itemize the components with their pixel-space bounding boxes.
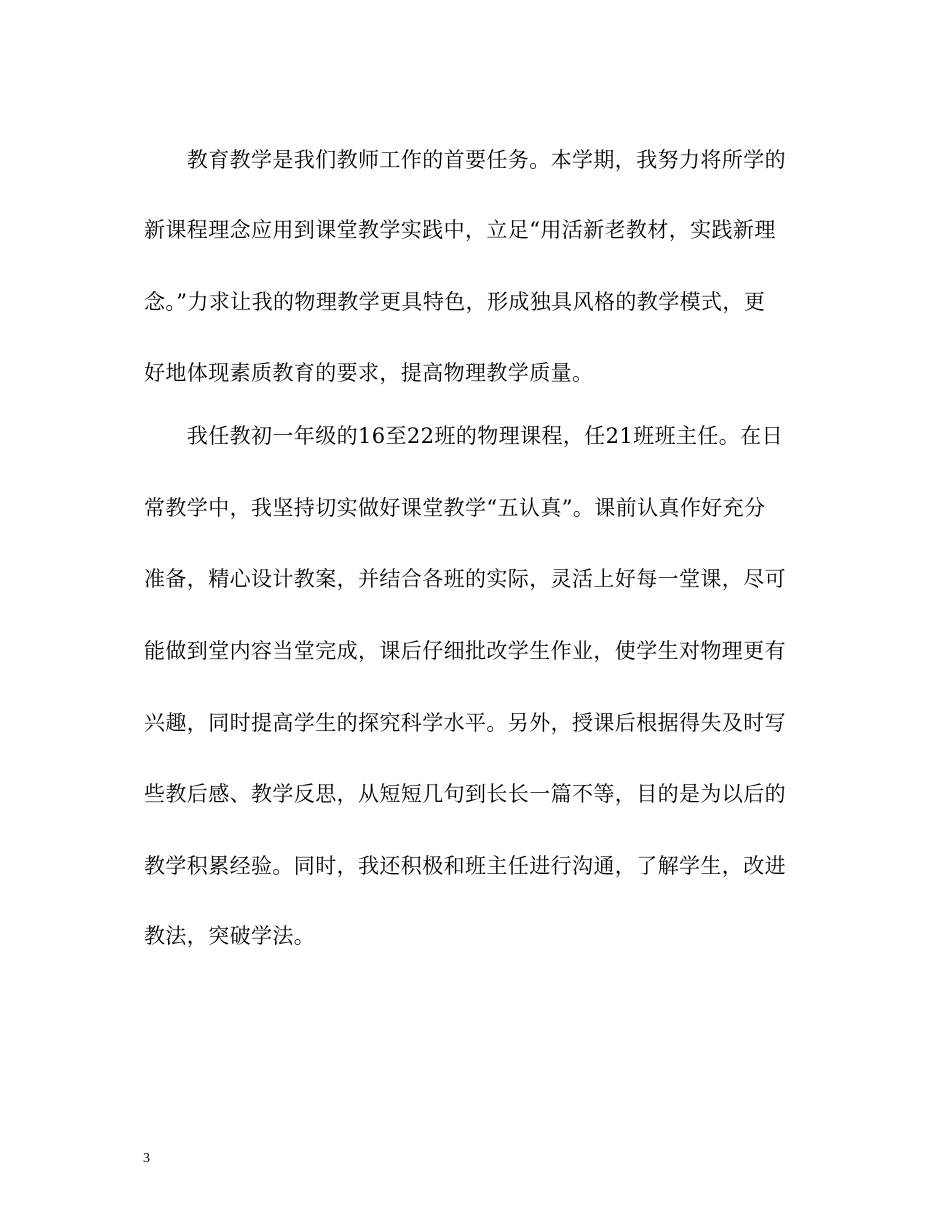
paragraph-2-line-1: 我任教初一年级的16至22班的物理课程，任21班班主任。在日	[144, 424, 783, 448]
paragraph-1-line-3: 念。”力求让我的物理教学更具特色，形成独具风格的教学模式，更	[144, 290, 766, 314]
paragraph-1-line-4: 好地体现素质教育的要求，提高物理教学质量。	[144, 361, 594, 385]
paragraph-2-line-4: 能做到堂内容当堂完成，课后仔细批改学生作业，使学生对物理更有	[144, 639, 786, 663]
paragraph-2-line-3: 准备，精心设计教案，并结合各班的实际，灵活上好每一堂课，尽可	[144, 567, 786, 591]
paragraph-2-line-7: 教学积累经验。同时，我还积极和班主任进行沟通，了解学生，改进	[144, 854, 786, 878]
page-number: 3	[143, 1151, 150, 1166]
paragraph-1-line-2: 新课程理念应用到课堂教学实践中，立足“用活新老教材，实践新理	[144, 218, 776, 242]
paragraph-2-line-2: 常教学中，我坚持切实做好课堂教学“五认真”。课前认真作好充分	[144, 496, 766, 520]
paragraph-1-line-1: 教育教学是我们教师工作的首要任务。本学期，我努力将所学的	[144, 148, 786, 172]
paragraph-2-line-5: 兴趣，同时提高学生的探究科学水平。另外，授课后根据得失及时写	[144, 711, 786, 735]
paragraph-2-line-8: 教法，突破学法。	[144, 924, 316, 948]
paragraph-2-line-6: 些教后感、教学反思，从短短几句到长长一篇不等，目的是为以后的	[144, 782, 786, 806]
